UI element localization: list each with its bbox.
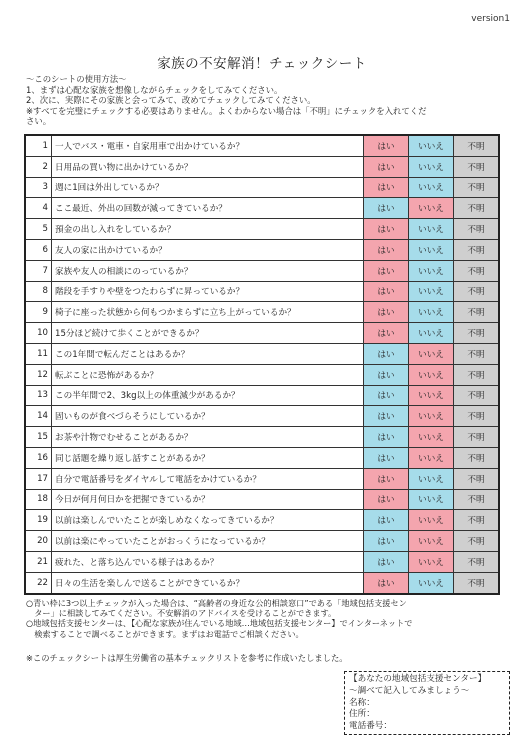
- question-text: この1年間で転んだことはあるか？: [52, 343, 364, 364]
- question-number: 15: [25, 427, 52, 448]
- answer-yes-cell[interactable]: はい: [364, 551, 409, 572]
- question-row: [25, 281, 499, 302]
- answer-unknown-cell[interactable]: 不明: [454, 219, 500, 240]
- page-title: 家族の不安解消！チェックシート: [157, 56, 367, 72]
- center-info-box: [344, 671, 510, 735]
- question-text: 固いものが食べづらそうにしているか？: [52, 406, 364, 427]
- center-box-heading: 【あなたの地域包括支援センター】: [349, 674, 487, 684]
- question-number: 19: [25, 510, 52, 531]
- center-name-field[interactable]: 名称：: [349, 697, 375, 708]
- question-number: 11: [25, 343, 52, 364]
- answer-yes-cell[interactable]: はい: [364, 219, 409, 240]
- question-text: お茶や汁物でむせることがあるか？: [52, 427, 364, 448]
- answer-unknown-cell[interactable]: 不明: [454, 510, 500, 531]
- answer-unknown-cell[interactable]: 不明: [454, 198, 500, 219]
- question-row: [25, 135, 499, 156]
- question-number: 17: [25, 468, 52, 489]
- usage-instructions: [26, 74, 506, 127]
- question-text: ここ最近、外出の回数が減ってきているか？: [52, 198, 364, 219]
- question-row: [25, 427, 499, 448]
- answer-yes-cell[interactable]: はい: [364, 510, 409, 531]
- answer-yes-cell[interactable]: はい: [364, 406, 409, 427]
- answer-unknown-cell[interactable]: 不明: [454, 489, 500, 510]
- usage-heading: 〜このシートの使用方法〜: [26, 74, 127, 84]
- question-text: 今日が何月何日かを把握できているか？: [52, 489, 364, 510]
- answer-no-cell[interactable]: いいえ: [409, 198, 454, 219]
- answer-yes-cell[interactable]: はい: [364, 531, 409, 552]
- question-text: 疲れた、と落ち込んでいる様子はあるか？: [52, 551, 364, 572]
- question-row: [25, 468, 499, 489]
- question-number: 14: [25, 406, 52, 427]
- question-row: [25, 489, 499, 510]
- question-row: [25, 343, 499, 364]
- usage-step-2: 2、次に、実際にその家族と会ってみて、改めてチェックしてみてください。: [26, 95, 316, 106]
- answer-yes-cell[interactable]: はい: [364, 239, 409, 260]
- answer-no-cell[interactable]: いいえ: [409, 239, 454, 260]
- version-label: version1: [471, 14, 510, 24]
- usage-step-1: 1、まずは心配な家族を想像しながらチェックをしてみてください。: [26, 84, 283, 95]
- answer-no-cell[interactable]: いいえ: [409, 572, 454, 593]
- answer-unknown-cell[interactable]: 不明: [454, 135, 500, 156]
- question-text: 以前は楽しんでいたことが楽しめなくなってきているか？: [52, 510, 364, 531]
- answer-no-cell[interactable]: いいえ: [409, 385, 454, 406]
- answer-yes-cell[interactable]: はい: [364, 302, 409, 323]
- question-row: [25, 323, 499, 344]
- answer-yes-cell[interactable]: はい: [364, 135, 409, 156]
- question-row: [25, 198, 499, 219]
- answer-yes-cell[interactable]: はい: [364, 572, 409, 593]
- note-2-cont: 検索することで調べることができます。まずはお電話でご相談ください。: [26, 628, 304, 639]
- answer-yes-cell[interactable]: はい: [364, 447, 409, 468]
- center-box-subheading: 〜調べて記入してみましょう〜: [349, 685, 470, 696]
- question-number: 16: [25, 447, 52, 468]
- answer-yes-cell[interactable]: はい: [364, 156, 409, 177]
- answer-no-cell[interactable]: いいえ: [409, 219, 454, 240]
- answer-unknown-cell[interactable]: 不明: [454, 323, 500, 344]
- question-text: 日々の生活を楽しんで送ることができているか？: [52, 572, 364, 593]
- notes: [26, 598, 506, 639]
- answer-no-cell[interactable]: いいえ: [409, 468, 454, 489]
- question-row: [25, 572, 499, 593]
- question-number: 12: [25, 364, 52, 385]
- question-number: 18: [25, 489, 52, 510]
- answer-no-cell[interactable]: いいえ: [409, 489, 454, 510]
- answer-no-cell[interactable]: いいえ: [409, 323, 454, 344]
- question-number: 22: [25, 572, 52, 593]
- question-row: [25, 239, 499, 260]
- answer-unknown-cell[interactable]: 不明: [454, 156, 500, 177]
- answer-unknown-cell[interactable]: 不明: [454, 364, 500, 385]
- answer-no-cell[interactable]: いいえ: [409, 427, 454, 448]
- question-text: 家族や友人の相談にのっているか？: [52, 260, 364, 281]
- question-number: 8: [25, 281, 52, 302]
- question-number: 13: [25, 385, 52, 406]
- question-number: 1: [25, 135, 52, 156]
- question-text: 日用品の買い物に出かけているか？: [52, 156, 364, 177]
- question-number: 3: [25, 177, 52, 198]
- answer-unknown-cell[interactable]: 不明: [454, 406, 500, 427]
- question-number: 5: [25, 219, 52, 240]
- note-2: ○地域包括支援センターは、【心配な家族が住んでいる地域…地域包括支援センター】でインターネットで: [26, 618, 413, 629]
- answer-yes-cell[interactable]: はい: [364, 385, 409, 406]
- answer-unknown-cell[interactable]: 不明: [454, 427, 500, 448]
- question-text: 15分ほど続けて歩くことができるか？: [52, 323, 364, 344]
- usage-note: ※すべてを完璧にチェックする必要はありません。よくわからない場合は「不明」にチェックを入れてくだ: [26, 105, 427, 116]
- question-row: [25, 551, 499, 572]
- answer-unknown-cell[interactable]: 不明: [454, 302, 500, 323]
- question-text: 階段を手すりや壁をつたわらずに昇っているか？: [52, 281, 364, 302]
- check-table: [24, 134, 500, 595]
- question-number: 2: [25, 156, 52, 177]
- question-row: [25, 447, 499, 468]
- answer-yes-cell[interactable]: はい: [364, 364, 409, 385]
- question-row: [25, 260, 499, 281]
- answer-unknown-cell[interactable]: 不明: [454, 177, 500, 198]
- question-row: [25, 531, 499, 552]
- answer-yes-cell[interactable]: はい: [364, 281, 409, 302]
- answer-no-cell[interactable]: いいえ: [409, 364, 454, 385]
- answer-no-cell[interactable]: いいえ: [409, 260, 454, 281]
- answer-unknown-cell[interactable]: 不明: [454, 281, 500, 302]
- answer-unknown-cell[interactable]: 不明: [454, 260, 500, 281]
- question-text: 椅子に座った状態から何もつかまらずに立ち上がっているか？: [52, 302, 364, 323]
- answer-no-cell[interactable]: いいえ: [409, 281, 454, 302]
- answer-unknown-cell[interactable]: 不明: [454, 447, 500, 468]
- answer-unknown-cell[interactable]: 不明: [454, 531, 500, 552]
- question-number: 10: [25, 323, 52, 344]
- question-row: [25, 177, 499, 198]
- answer-no-cell[interactable]: いいえ: [409, 177, 454, 198]
- question-text: 友人の家に出かけているか？: [52, 239, 364, 260]
- answer-unknown-cell[interactable]: 不明: [454, 551, 500, 572]
- question-text: 預金の出し入れをしているか？: [52, 219, 364, 240]
- question-number: 9: [25, 302, 52, 323]
- answer-yes-cell[interactable]: はい: [364, 468, 409, 489]
- note-1: ○青い枠に3つ以上チェックが入った場合は、“高齢者の身近な公的相談窓口”である「地域包括支援セン: [26, 598, 407, 608]
- answer-yes-cell[interactable]: はい: [364, 343, 409, 364]
- question-number: 21: [25, 551, 52, 572]
- question-row: [25, 385, 499, 406]
- answer-yes-cell[interactable]: はい: [364, 177, 409, 198]
- question-text: 週に1回は外出しているか？: [52, 177, 364, 198]
- answer-no-cell[interactable]: いいえ: [409, 135, 454, 156]
- question-row: [25, 156, 499, 177]
- answer-unknown-cell[interactable]: 不明: [454, 385, 500, 406]
- answer-no-cell[interactable]: いいえ: [409, 343, 454, 364]
- usage-note-cont: さい。: [26, 116, 52, 127]
- center-address-field[interactable]: 住所：: [349, 709, 375, 720]
- question-number: 20: [25, 531, 52, 552]
- answer-no-cell[interactable]: いいえ: [409, 156, 454, 177]
- question-row: [25, 219, 499, 240]
- answer-no-cell[interactable]: いいえ: [409, 510, 454, 531]
- question-number: 6: [25, 239, 52, 260]
- answer-yes-cell[interactable]: はい: [364, 427, 409, 448]
- question-text: 一人でバス・電車・自家用車で出かけているか？: [52, 135, 364, 156]
- question-text: 同じ話題を繰り返し話すことがあるか？: [52, 447, 364, 468]
- answer-unknown-cell[interactable]: 不明: [454, 239, 500, 260]
- question-row: [25, 302, 499, 323]
- note-1-cont: ター」に相談してみてください。不安解消のアドバイスを受けることができます。: [26, 608, 337, 619]
- question-row: [25, 510, 499, 531]
- question-number: 7: [25, 260, 52, 281]
- question-number: 4: [25, 198, 52, 219]
- source-note: ※このチェックシートは厚生労働省の基本チェックリストを参考に作成いたしました。: [26, 653, 348, 663]
- answer-no-cell[interactable]: いいえ: [409, 406, 454, 427]
- question-text: 転ぶことに恐怖があるか？: [52, 364, 364, 385]
- answer-unknown-cell[interactable]: 不明: [454, 468, 500, 489]
- answer-unknown-cell[interactable]: 不明: [454, 572, 500, 593]
- center-phone-field[interactable]: 電話番号：: [349, 721, 392, 732]
- answer-yes-cell[interactable]: はい: [364, 198, 409, 219]
- question-text: 自分で電話番号をダイヤルして電話をかけているか？: [52, 468, 364, 489]
- question-row: [25, 406, 499, 427]
- question-text: この半年間で2、3kg以上の体重減少があるか？: [52, 385, 364, 406]
- answer-yes-cell[interactable]: はい: [364, 489, 409, 510]
- answer-yes-cell[interactable]: はい: [364, 260, 409, 281]
- answer-no-cell[interactable]: いいえ: [409, 531, 454, 552]
- answer-no-cell[interactable]: いいえ: [409, 447, 454, 468]
- answer-no-cell[interactable]: いいえ: [409, 551, 454, 572]
- answer-yes-cell[interactable]: はい: [364, 323, 409, 344]
- question-text: 以前は楽にやっていたことがおっくうになっているか？: [52, 531, 364, 552]
- answer-unknown-cell[interactable]: 不明: [454, 343, 500, 364]
- answer-no-cell[interactable]: いいえ: [409, 302, 454, 323]
- question-row: [25, 364, 499, 385]
